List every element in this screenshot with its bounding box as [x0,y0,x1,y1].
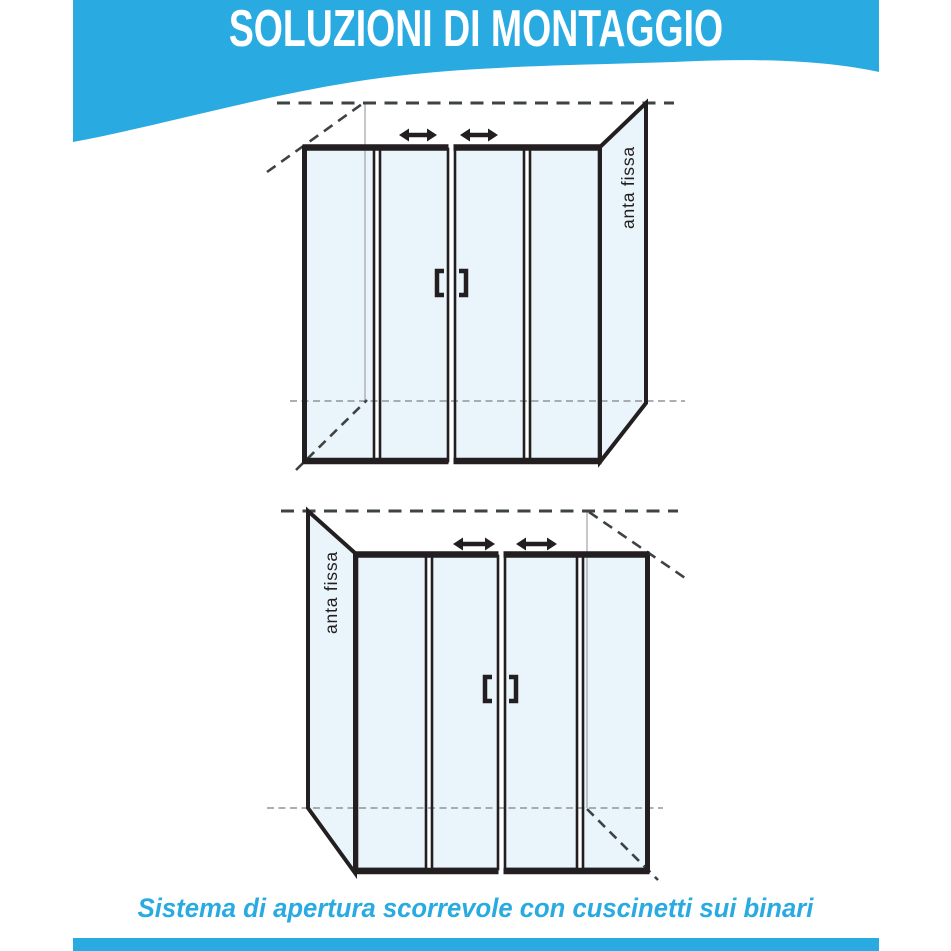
sliding-door [455,149,524,461]
caption: Sistema di apertura scorrevole con cuscinetti sui binari [137,893,814,923]
footer-bar [73,938,879,951]
diagram-top [240,90,710,490]
glass-panel [583,556,647,869]
glass-fills [305,103,646,462]
glass-panel [305,149,374,461]
glass-fills [308,511,647,873]
slide-arrow-icon [399,129,437,142]
slide-arrow-icon [460,129,498,142]
page-title: SOLUZIONI DI MONTAGGIO [228,0,724,58]
slide-arrow-icon [516,538,557,551]
sliding-door [432,556,498,869]
diagram-bottom [240,495,710,890]
sliding-door [380,149,448,461]
sliding-door [505,556,577,869]
glass-panel [357,556,426,869]
fixed-panel-label: anta fissa [618,146,638,229]
fixed-panel-label: anta fissa [321,551,341,634]
slide-arrow-icon [453,538,495,551]
glass-panel [530,149,599,461]
